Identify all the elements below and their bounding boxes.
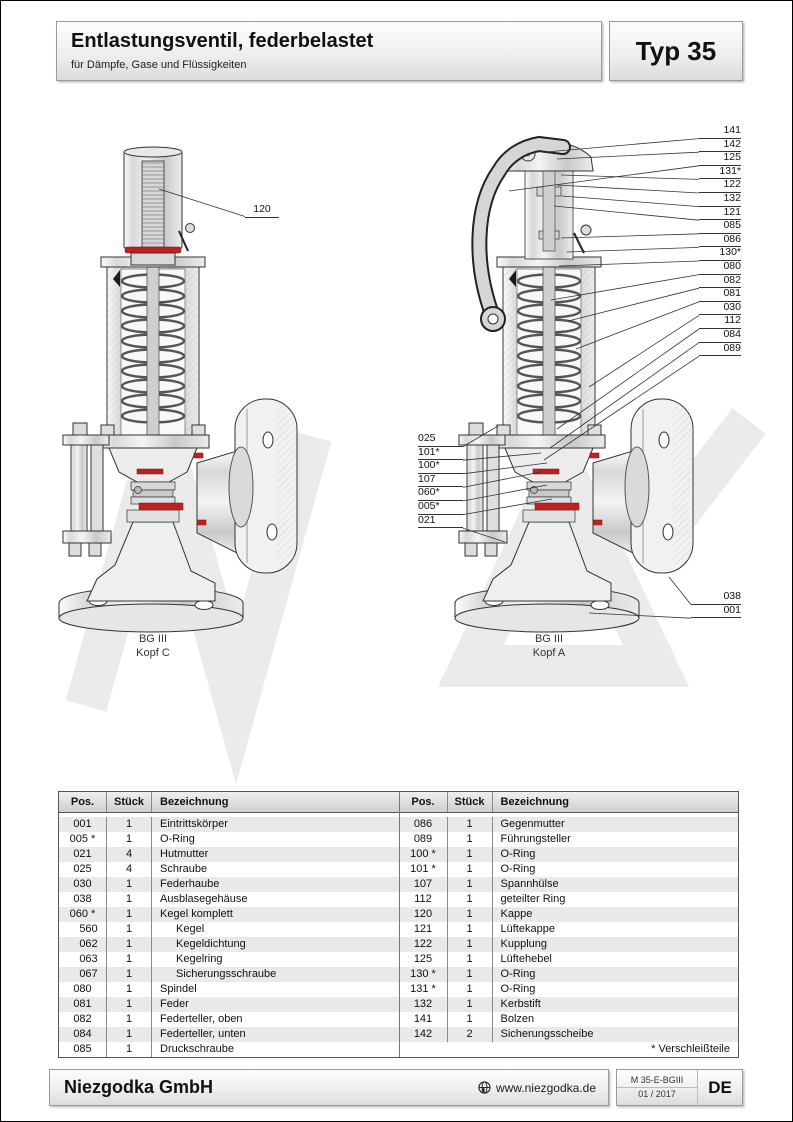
callout-column-bottom xyxy=(691,591,741,618)
cell-qty: 1 xyxy=(448,937,493,952)
cell-name: Kerbstift xyxy=(500,998,541,1010)
table-row xyxy=(59,982,399,997)
cell-pos: 030 xyxy=(59,877,107,892)
type-label-box xyxy=(609,21,743,81)
cell-pos: 122 xyxy=(400,937,448,952)
callout-label: 142 xyxy=(699,139,741,153)
callout-label: 107 xyxy=(418,474,463,488)
table-row xyxy=(59,877,399,892)
callout-label: 084 xyxy=(699,329,741,343)
callout-label: 001 xyxy=(691,605,741,619)
header-title-box xyxy=(56,21,602,81)
callout-column-left xyxy=(418,433,463,528)
column-header-name: Bezeichnung xyxy=(160,796,229,808)
cell-qty: 1 xyxy=(448,832,493,847)
callout-label: 030 xyxy=(699,302,741,316)
cell-pos: 120 xyxy=(400,907,448,922)
table-row xyxy=(400,1027,739,1042)
table-row xyxy=(400,907,739,922)
doc-date: 01 / 2017 xyxy=(638,1089,676,1099)
callout-column-right xyxy=(699,125,741,356)
cell-qty: 1 xyxy=(107,937,152,952)
cell-name: Lüftehebel xyxy=(500,953,552,965)
footer-company-box xyxy=(49,1069,609,1106)
cell-pos: 086 xyxy=(400,817,448,832)
callout-label: 038 xyxy=(691,591,741,605)
cell-name: Kappe xyxy=(500,908,533,920)
cell-pos: 112 xyxy=(400,892,448,907)
callout-label: 085 xyxy=(699,220,741,234)
table-row xyxy=(59,922,399,937)
cell-name: O-Ring xyxy=(500,863,536,875)
table-header-row xyxy=(59,792,399,813)
table-row xyxy=(400,1012,739,1027)
cell-qty: 1 xyxy=(107,1027,152,1042)
callout-label: 101* xyxy=(418,447,463,461)
cell-qty: 1 xyxy=(448,862,493,877)
page-subtitle: für Dämpfe, Gase und Flüssigkeiten xyxy=(71,59,247,71)
table-row xyxy=(59,817,399,832)
cell-qty: 1 xyxy=(107,817,152,832)
column-header-qty: Stück xyxy=(107,792,152,812)
callout-label: 125 xyxy=(699,152,741,166)
valve-right-kopf-a xyxy=(455,139,699,632)
cell-pos: 021 xyxy=(59,847,107,862)
cell-pos: 060 * xyxy=(59,907,107,922)
table-row xyxy=(59,907,399,922)
table-row xyxy=(400,832,739,847)
callout-label: 060* xyxy=(418,487,463,501)
table-row xyxy=(59,1042,399,1057)
cell-name: Kegel xyxy=(176,923,205,935)
callout-label: 141 xyxy=(699,125,741,139)
column-header-name: Bezeichnung xyxy=(500,796,569,808)
cell-name: Eintrittskörper xyxy=(160,818,228,830)
callout-label: 080 xyxy=(699,261,741,275)
cell-pos: 081 xyxy=(59,997,107,1012)
cell-pos: 107 xyxy=(400,877,448,892)
cell-pos: 101 * xyxy=(400,862,448,877)
cell-pos: 089 xyxy=(400,832,448,847)
cell-name: Schraube xyxy=(160,863,208,875)
cell-name: Ausblasegehäuse xyxy=(160,893,248,905)
callout-label: 112 xyxy=(699,315,741,329)
cell-name: geteilter Ring xyxy=(500,893,566,905)
cell-qty: 1 xyxy=(107,952,152,967)
cell-qty: 4 xyxy=(107,862,152,877)
callout-label: 089 xyxy=(699,343,741,357)
cell-qty: 1 xyxy=(107,877,152,892)
website-block xyxy=(478,1081,608,1095)
table-row xyxy=(59,952,399,967)
cell-qty: 4 xyxy=(107,847,152,862)
table-row xyxy=(400,997,739,1012)
cell-pos: 132 xyxy=(400,997,448,1012)
callout-label: 100* xyxy=(418,460,463,474)
column-header-qty: Stück xyxy=(448,792,493,812)
callout-label: 005* xyxy=(418,501,463,515)
cell-pos: 082 xyxy=(59,1012,107,1027)
cell-qty: 1 xyxy=(107,967,152,982)
cell-qty: 1 xyxy=(448,847,493,862)
cell-name: Führungsteller xyxy=(500,833,571,845)
callout-label: 130* xyxy=(699,247,741,261)
cell-qty: 1 xyxy=(107,1042,152,1057)
column-header-pos: Pos. xyxy=(59,792,107,812)
cell-pos: 130 * xyxy=(400,967,448,982)
caption-right-valve: BG III Kopf A xyxy=(532,633,566,659)
table-row xyxy=(400,952,739,967)
cell-name: Federteller, oben xyxy=(160,1013,243,1025)
callout-label: 021 xyxy=(418,515,463,529)
callout-label: 082 xyxy=(699,275,741,289)
callout-label: 132 xyxy=(699,193,741,207)
cell-qty: 1 xyxy=(448,967,493,982)
globe-icon xyxy=(478,1081,491,1094)
cell-qty: 1 xyxy=(107,907,152,922)
table-row xyxy=(59,1027,399,1042)
cell-qty: 1 xyxy=(448,922,493,937)
cell-qty: 1 xyxy=(107,892,152,907)
callout-label: 086 xyxy=(699,234,741,248)
table-row xyxy=(59,862,399,877)
cell-name: O-Ring xyxy=(500,983,536,995)
callout-label-120: 120 xyxy=(245,204,279,218)
table-row xyxy=(400,862,739,877)
cell-pos: 025 xyxy=(59,862,107,877)
cell-qty: 1 xyxy=(107,832,152,847)
table-body-right xyxy=(400,817,739,1042)
table-row xyxy=(59,832,399,847)
cell-name: Spindel xyxy=(160,983,197,995)
cell-qty: 1 xyxy=(448,817,493,832)
cell-pos: 063 xyxy=(59,952,107,967)
cell-qty: 1 xyxy=(448,1012,493,1027)
company-name: Niezgodka GmbH xyxy=(64,1077,214,1097)
table-row xyxy=(59,937,399,952)
cell-qty: 1 xyxy=(448,892,493,907)
parts-table-left-half xyxy=(59,792,400,1057)
cell-pos: 038 xyxy=(59,892,107,907)
table-row xyxy=(59,997,399,1012)
callout-label: 081 xyxy=(699,288,741,302)
cell-pos: 085 xyxy=(59,1042,107,1057)
column-header-pos: Pos. xyxy=(400,792,448,812)
footer-doc-box xyxy=(616,1069,743,1106)
caption-left-valve: BG III Kopf C xyxy=(136,633,170,659)
table-row xyxy=(400,967,739,982)
cell-qty: 1 xyxy=(448,997,493,1012)
callout-label: 131* xyxy=(699,166,741,180)
cell-qty: 1 xyxy=(107,982,152,997)
cell-name: Kegel komplett xyxy=(160,908,233,920)
parts-table-right-half xyxy=(400,792,739,1057)
table-row xyxy=(400,982,739,997)
callout-label: 121 xyxy=(699,207,741,221)
cell-pos: 142 xyxy=(400,1027,448,1042)
parts-table xyxy=(58,791,739,1058)
cell-name: O-Ring xyxy=(500,968,536,980)
table-row xyxy=(400,817,739,832)
wear-parts-footnote: * Verschleißteile xyxy=(651,1043,730,1055)
table-row xyxy=(400,922,739,937)
cell-name: Kupplung xyxy=(500,938,547,950)
cell-name: Spannhülse xyxy=(500,878,559,890)
cell-pos: 131 * xyxy=(400,982,448,997)
cell-qty: 1 xyxy=(107,922,152,937)
cell-name: O-Ring xyxy=(160,833,195,845)
cell-name: Druckschraube xyxy=(160,1043,234,1055)
website-url: www.niezgodka.de xyxy=(495,1080,596,1095)
cell-pos: 001 xyxy=(59,817,107,832)
doc-info xyxy=(617,1070,698,1105)
type-label: Typ 35 xyxy=(635,35,717,66)
valve-left-kopf-c xyxy=(59,147,297,632)
cell-name: Feder xyxy=(160,998,189,1010)
cell-qty: 1 xyxy=(107,1012,152,1027)
table-body-left xyxy=(59,817,399,1057)
callout-label: 025 xyxy=(418,433,463,447)
table-row xyxy=(59,847,399,862)
cell-pos: 084 xyxy=(59,1027,107,1042)
table-row xyxy=(59,967,399,982)
cell-pos: 100 * xyxy=(400,847,448,862)
doc-number: M 35-E-BGIII xyxy=(617,1074,697,1088)
table-header-row xyxy=(400,792,739,813)
table-row xyxy=(400,892,739,907)
cell-name: Kegelring xyxy=(176,953,223,965)
cell-pos: 121 xyxy=(400,922,448,937)
cell-qty: 1 xyxy=(448,952,493,967)
cell-name: Sicherungsschraube xyxy=(176,968,277,980)
table-row xyxy=(400,877,739,892)
cell-pos: 062 xyxy=(59,937,107,952)
cell-qty: 1 xyxy=(448,877,493,892)
cell-qty: 1 xyxy=(107,997,152,1012)
cell-pos: 560 xyxy=(59,922,107,937)
cell-qty: 1 xyxy=(448,907,493,922)
table-row xyxy=(59,892,399,907)
cell-name: Lüftekappe xyxy=(500,923,555,935)
cell-pos: 141 xyxy=(400,1012,448,1027)
cell-name: Bolzen xyxy=(500,1013,535,1025)
cell-name: Gegenmutter xyxy=(500,818,565,830)
table-row xyxy=(400,847,739,862)
cell-pos: 080 xyxy=(59,982,107,997)
cell-qty: 2 xyxy=(448,1027,493,1042)
cell-name: Federhaube xyxy=(160,878,220,890)
cell-name: Sicherungsscheibe xyxy=(500,1028,594,1040)
table-row xyxy=(59,1012,399,1027)
page-title: Entlastungsventil, federbelastet xyxy=(71,30,374,52)
cell-name: Kegeldichtung xyxy=(176,938,246,950)
cell-name: Federteller, unten xyxy=(160,1028,246,1040)
callout-label: 122 xyxy=(699,179,741,193)
cell-qty: 1 xyxy=(448,982,493,997)
cell-name: O-Ring xyxy=(500,848,536,860)
cell-name: Hutmutter xyxy=(160,848,209,860)
cell-pos: 125 xyxy=(400,952,448,967)
cell-pos: 067 xyxy=(59,967,107,982)
cell-pos: 005 * xyxy=(59,832,107,847)
language-code: DE xyxy=(708,1077,732,1097)
table-row xyxy=(400,937,739,952)
